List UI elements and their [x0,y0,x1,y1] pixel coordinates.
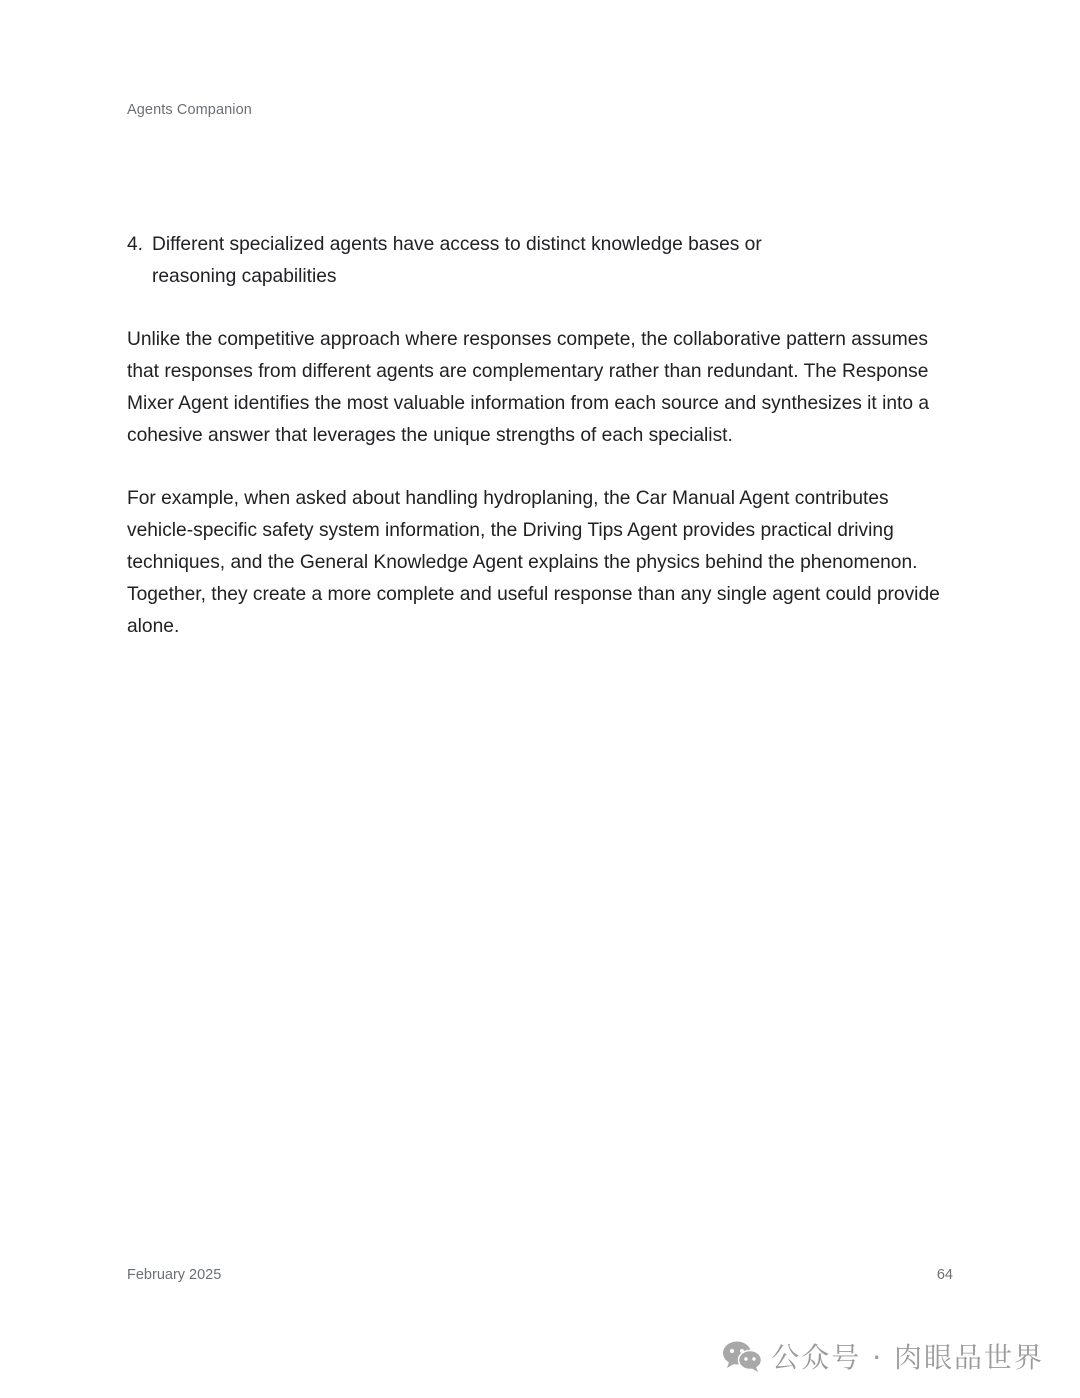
wechat-icon [721,1339,763,1373]
watermark-text: 公众号 · 肉眼品世界 [771,1341,1044,1374]
document-body [127,229,957,642]
list-item-number: 4. [127,234,144,255]
paragraph-collaborative-pattern: Unlike the competitive approach where responses compete, the collaborative pattern assumes that responses from different agents are complementary rather than redundant. The Response Mixer Agent identifies the most valuable information from each source and synthesizes it into a cohesive answer that leverages the unique strengths of each specialist. [127,329,930,446]
footer-date: February 2025 [127,1267,222,1283]
paragraph-hydroplaning-example: For example, when asked about handling hydroplaning, the Car Manual Agent contributes vehicle-specific safety system information, the Driving Tips Agent provides practical driving techniques, and the General Knowledge Agent explains the physics behind the phenomenon. Together, they create a more complete and useful response than any single agent could provide alone. [127,488,940,637]
list-item [127,229,957,293]
watermark [721,1336,1044,1376]
list-item-text: Different specialized agents have access to distinct knowledge bases or reasoning capabilities [152,234,762,287]
page-number: 64 [936,1267,953,1283]
running-header: Agents Companion [127,102,252,118]
numbered-list [127,229,957,293]
